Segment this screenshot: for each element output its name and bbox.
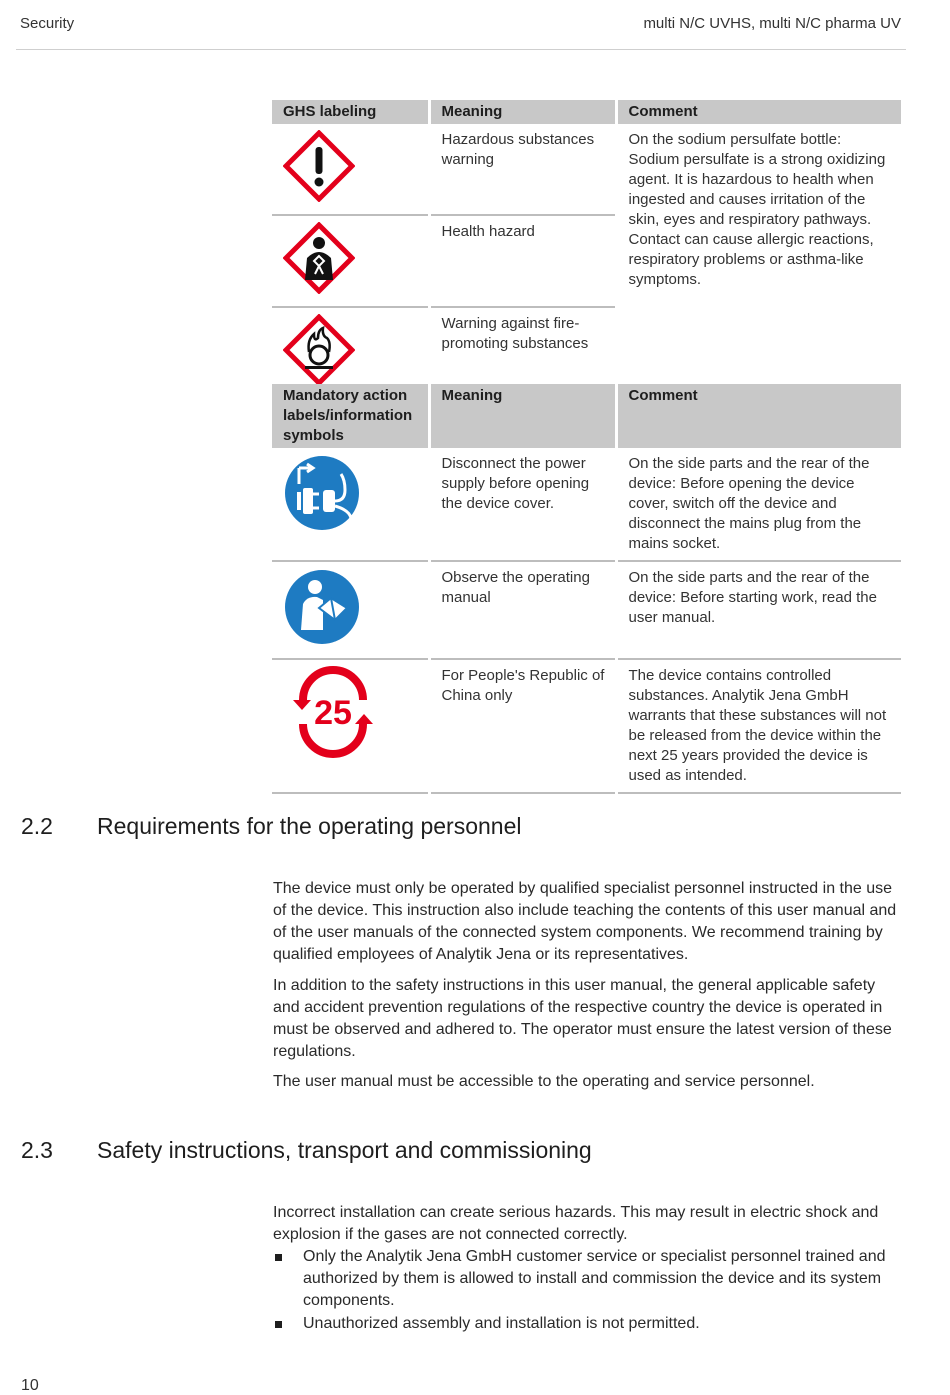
section-title: Safety instructions, transport and commissioning [97,1137,592,1163]
mandatory-comment-cell: On the side parts and the rear of the device: Before opening the device cover, switch off the device and disconnect the mains plug from the mains socket. [616,448,901,561]
table-row [272,561,901,659]
header-document-title: multi N/C UVHS, multi N/C pharma UV [643,15,901,32]
mandatory-col-header-labels: Mandatory action labels/information symbols [272,384,429,448]
mandatory-action-table [272,384,901,794]
mandatory-icon-cell [272,659,429,793]
paragraph: In addition to the safety instructions in this user manual, the general applicable safety and accident prevention regulations of the respective country the device is operated in must be observed and adhered to. The operator must ensure the latest version of these regulations. [273,977,892,1060]
list-item-text: Only the Analytik Jena GmbH customer service or specialist personnel trained and authorized by them is allowed to install and commission the device and its system components. [303,1248,886,1309]
header-divider [16,49,906,50]
paragraph: The user manual must be accessible to the operating and service personnel. [273,1073,815,1090]
list-item [273,1246,901,1312]
ghs-meaning-cell: Warning against fire-promoting substances [429,307,616,399]
exclamation-warning-icon [283,130,355,202]
bullet-square-icon [275,1254,282,1261]
china-rohs-25-icon [283,666,383,758]
health-hazard-icon [283,222,355,294]
read-manual-icon [283,568,361,646]
paragraph: Incorrect installation can create serious hazards. This may result in electric shock and explosion if the gases are not connected correctly. [273,1204,879,1243]
disconnect-power-icon [283,454,361,532]
mandatory-icon-cell [272,448,429,561]
oxidizer-flame-icon [283,314,355,386]
section-number: 2.2 [21,813,53,839]
ghs-col-header-comment: Comment [616,100,901,124]
ghs-meaning-cell: Hazardous substances warning [429,124,616,215]
bullet-square-icon [275,1321,282,1328]
ghs-meaning-cell: Health hazard [429,215,616,307]
mandatory-comment-cell: On the side parts and the rear of the device: Before starting work, read the user manual. [616,561,901,659]
header-section-title: Security [20,15,75,32]
ghs-comment-cell: On the sodium persulfate bottle: Sodium persulfate is a strong oxidizing agent. It is hazardous to health when ingested and causes irritation of the skin, eyes and respiratory pathways. Contact can cause allergic reactions, respiratory problems or asthma-like symptoms. [616,124,901,399]
section-number: 2.3 [21,1137,53,1163]
mandatory-col-header-meaning: Meaning [429,384,616,448]
table-row [272,448,901,561]
mandatory-icon-cell [272,561,429,659]
paragraph: The device must only be operated by qualified specialist personnel instructed in the use of the device. This instruction also include teaching the contents of this user manual and of the user manuals of the connected system components. We recommend training by qualified employees of Analytik Jena or its representatives. [273,880,897,963]
ghs-icon-cell [272,215,429,307]
rohs-number: 25 [314,694,352,732]
table-row [272,124,901,215]
ghs-col-header-meaning: Meaning [429,100,616,124]
mandatory-meaning-cell: Disconnect the power supply before opening the device cover. [429,448,616,561]
section-title: Requirements for the operating personnel [97,813,522,839]
mandatory-meaning-cell: For People's Republic of China only [429,659,616,793]
mandatory-meaning-cell: Observe the operating manual [429,561,616,659]
ghs-labeling-table [272,100,901,400]
list-item [273,1313,901,1335]
list-item-text: Unauthorized assembly and installation is not permitted. [303,1315,700,1332]
ghs-icon-cell [272,124,429,215]
mandatory-comment-cell: The device contains controlled substances. Analytik Jena GmbH warrants that these substances will not be released from the device within the next 25 years provided the device is used as intended. [616,659,901,793]
mandatory-col-header-comment: Comment [616,384,901,448]
table-row [272,659,901,793]
page-number: 10 [21,1377,39,1394]
ghs-col-header-labeling: GHS labeling [272,100,429,124]
